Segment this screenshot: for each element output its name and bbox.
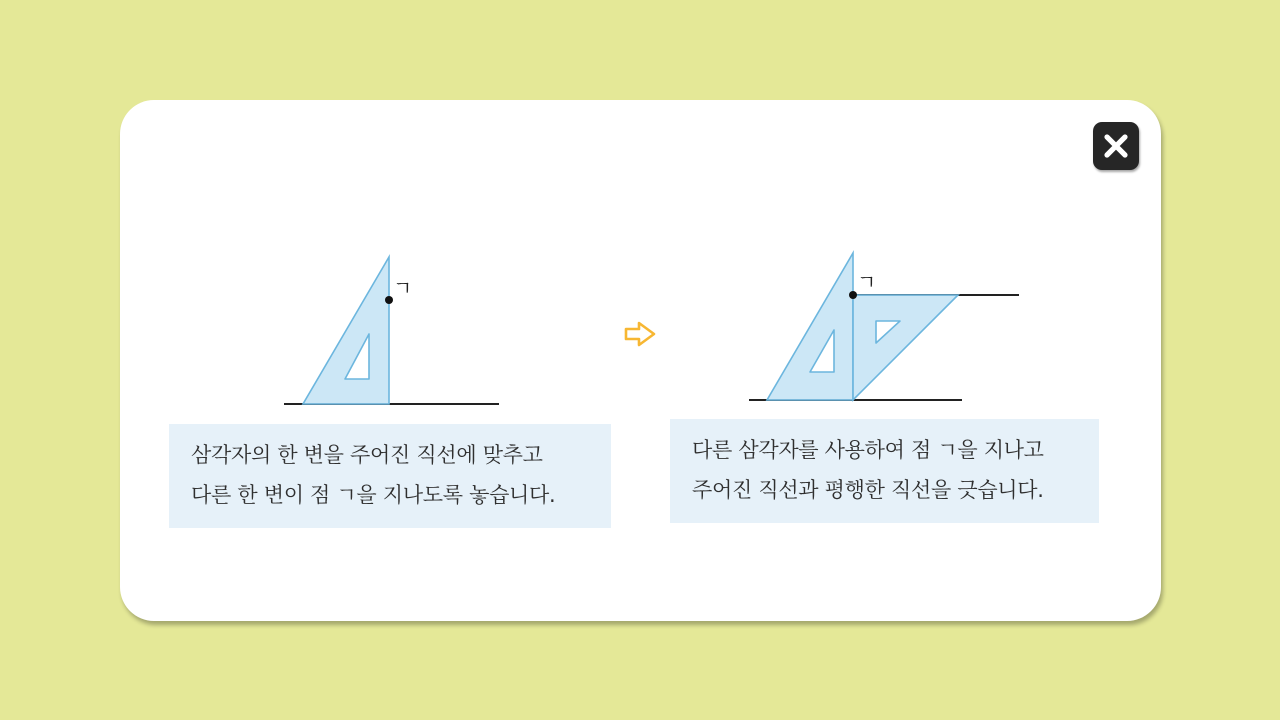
step1-figure xyxy=(270,245,520,415)
step2-caption xyxy=(670,419,1099,523)
right-arrow-icon xyxy=(622,320,658,348)
point-ㄱ xyxy=(849,291,857,299)
step1-caption xyxy=(169,424,611,528)
close-button[interactable] xyxy=(1093,122,1139,170)
set-square-vertical xyxy=(767,253,853,400)
point-label: ㄱ xyxy=(393,276,413,300)
step1-caption-line1: 삼각자의 한 변을 주어진 직선에 맞추고 xyxy=(191,443,543,467)
set-square-horizontal xyxy=(853,295,958,400)
set-square xyxy=(303,257,389,404)
step1-caption-line2: 다른 한 변이 점 ㄱ을 지나도록 놓습니다. xyxy=(191,483,556,507)
step2-caption-line2: 주어진 직선과 평행한 직선을 긋습니다. xyxy=(692,478,1044,502)
step2-figure xyxy=(740,245,1030,410)
close-icon xyxy=(1102,132,1130,160)
point-ㄱ xyxy=(385,296,393,304)
step2-caption-line1: 다른 삼각자를 사용하여 점 ㄱ을 지나고 xyxy=(692,438,1044,462)
point-label: ㄱ xyxy=(857,270,877,294)
